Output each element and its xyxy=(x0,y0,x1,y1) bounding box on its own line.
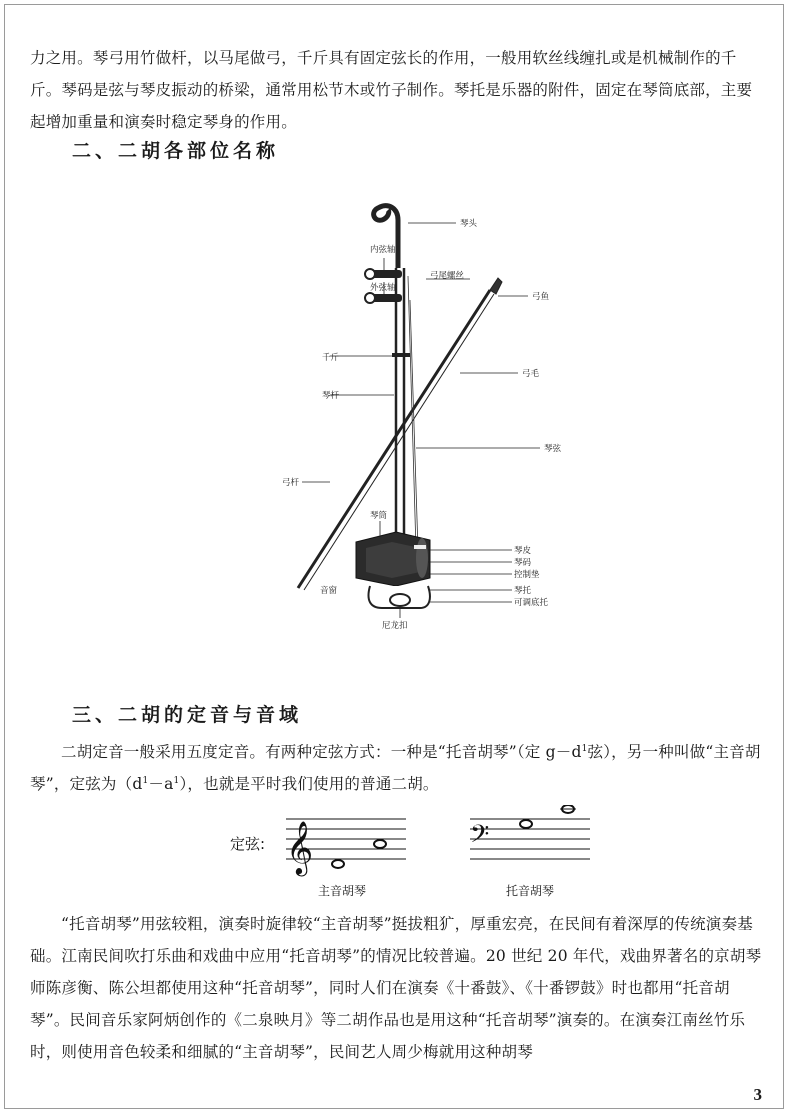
label-qintong: 琴筒 xyxy=(370,511,388,521)
resonator-body xyxy=(356,532,430,586)
erhu-diagram-svg xyxy=(270,190,600,640)
label-qianjin: 千斤 xyxy=(322,353,340,363)
section-heading-tuning: 三、二胡的定音与音域 xyxy=(72,704,303,726)
label-gongyu: 弓鱼 xyxy=(532,292,550,302)
label-qintuo: 琴托 xyxy=(514,586,532,596)
note-g xyxy=(520,820,532,828)
tuoyin-paragraph: “托音胡琴”用弦较粗，演奏时旋律较“主音胡琴”挺拔粗犷，厚重宏亮，在民间有着深厚的传统演奏基础。江南民间吹打乐曲和戏曲中应用“托音胡琴”的情况比较普遍。20 世纪 20 年代，戏曲界著名的京胡琴师陈彦衡、陈公坦都使用这种“托音胡琴”，同时人们在演奏《十番鼓》、《十番锣鼓》时也都用“托音胡琴”。民间音乐家阿炳创作的《二泉映月》等二胡作品也是用这种“托音胡琴”演奏的。在演奏江南丝竹乐时，则使用音色较柔和细腻的“主音胡琴”，民间艺人周少梅就用这种胡琴 xyxy=(30,915,762,1061)
label-gonggan: 弓杆 xyxy=(282,478,300,488)
treble-clef-icon: 𝄞 xyxy=(286,820,314,874)
label-kongzhidian: 控制垫 xyxy=(514,570,540,580)
caption-tuoyin: 托音胡琴 xyxy=(506,884,555,898)
label-ketiaodituo: 可调底托 xyxy=(514,598,549,608)
label-qinpi: 琴皮 xyxy=(514,546,532,556)
label-waixianzhou: 外弦轴 xyxy=(370,283,396,293)
label-gongmao: 弓毛 xyxy=(522,369,540,379)
intro-paragraph: 力之用。琴弓用竹做杆，以马尾做弓，千斤具有固定弦长的作用，一般用软丝线缠扎或是机械制作的千斤。琴码是弦与琴皮振动的桥梁，通常用松节木或竹子制作。琴托是乐器的附件，固定在琴筒底部，主要起增加重量和演奏时稳定琴身的作用。 xyxy=(30,49,753,131)
label-yinchuang: 音窗 xyxy=(320,586,338,596)
stand xyxy=(369,586,430,608)
scroll-head xyxy=(374,206,398,268)
label-gongweiluosi: 弓尾螺丝 xyxy=(430,271,465,281)
bass-clef-icon: 𝄢 xyxy=(470,820,490,855)
label-qinxian: 琴弦 xyxy=(544,444,562,454)
neck xyxy=(396,268,404,535)
label-qinma: 琴码 xyxy=(514,558,532,568)
note-a1 xyxy=(374,840,386,848)
tuning-staff-figure xyxy=(200,805,620,905)
label-qingan: 琴杆 xyxy=(322,391,340,401)
qianjin-mark xyxy=(392,353,410,357)
label-qintou: 琴头 xyxy=(460,219,478,229)
page-number: 3 xyxy=(753,1085,762,1104)
tuning-paragraph: 二胡定音一般采用五度定音。有两种定弦方式：一种是“托音胡琴”（定 $g-d^1$弦），另一种叫做“主音胡琴”，定弦为$(d^1-a^1)$，也就是平时我们使用的普通二胡。 xyxy=(30,743,761,793)
label-neixianzhou: 内弦轴 xyxy=(370,245,396,255)
section-heading-parts: 二、二胡各部位名称 xyxy=(72,140,280,162)
tuning-label: 定弦: xyxy=(230,835,266,853)
caption-zhuyin: 主音胡琴 xyxy=(318,884,367,898)
label-nilongkou: 尼龙扣 xyxy=(382,621,408,631)
note-d1 xyxy=(332,860,344,868)
erhu-diagram xyxy=(270,190,600,640)
